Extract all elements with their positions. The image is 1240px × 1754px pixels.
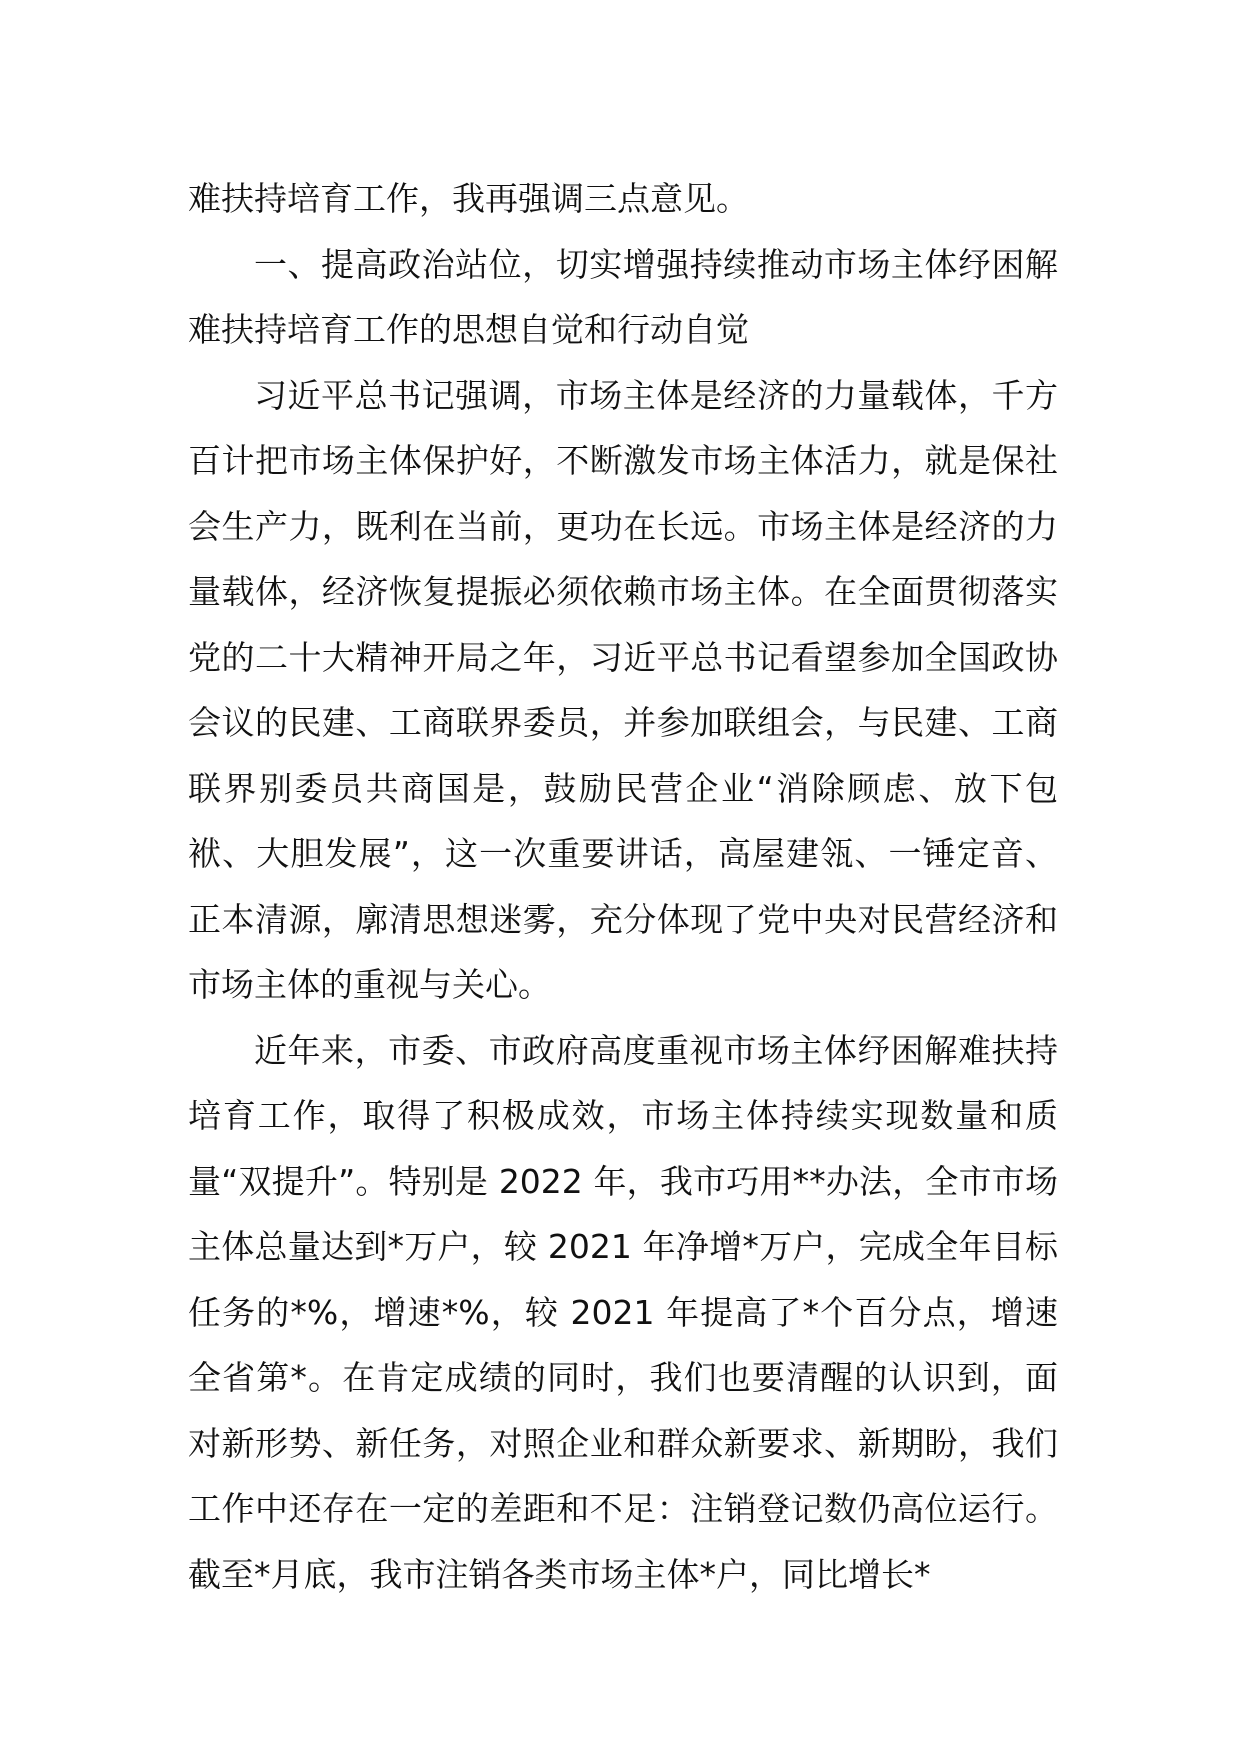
paragraph: 近年来，市委、市政府高度重视市场主体纾困解难扶持培育工作，取得了积极成效，市场主体持续实现数量和质量“双提升”。特别是 2022 年，我市巧用**办法，全市市场主体总量达到*万户，较 2021 年净增*万户，完成全年目标任务的*%，增速*%，较 2021 年提高了*个百分点，增速全省第*。在肯定成绩的同时，我们也要清醒的认识到，面对新形势、新任务，对照企业和群众新要求、新期盼，我们工作中还存在一定的差距和不足：注销登记数仍高位运行。截至*月底，我市注销各类市场主体*户，同比增长* [188,1030,1058,1594]
section-heading: 一、提高政治站位，切实增强持续推动市场主体纾困解难扶持培育工作的思想自觉和行动自觉 [188,244,1058,349]
paragraph: 难扶持培育工作，我再强调三点意见。 [188,179,749,218]
paragraph: 习近平总书记强调，市场主体是经济的力量载体，千方百计把市场主体保护好，不断激发市场主体活力，就是保社会生产力，既利在当前，更功在长远。市场主体是经济的力量载体，经济恢复提振必须依赖市场主体。在全面贯彻落实党的二十大精神开局之年，习近平总书记看望参加全国政协会议的民建、工商联界委员，并参加联组会，与民建、工商联界别委员共商国是，鼓励民营企业“消除顾虑、放下包袱、大胆发展”，这一次重要讲话，高屋建瓴、一锤定音、正本清源，廓清思想迷雾，充分体现了党中央对民营经济和市场主体的重视与关心。 [188,375,1058,1004]
document-body [188,166,1058,1607]
